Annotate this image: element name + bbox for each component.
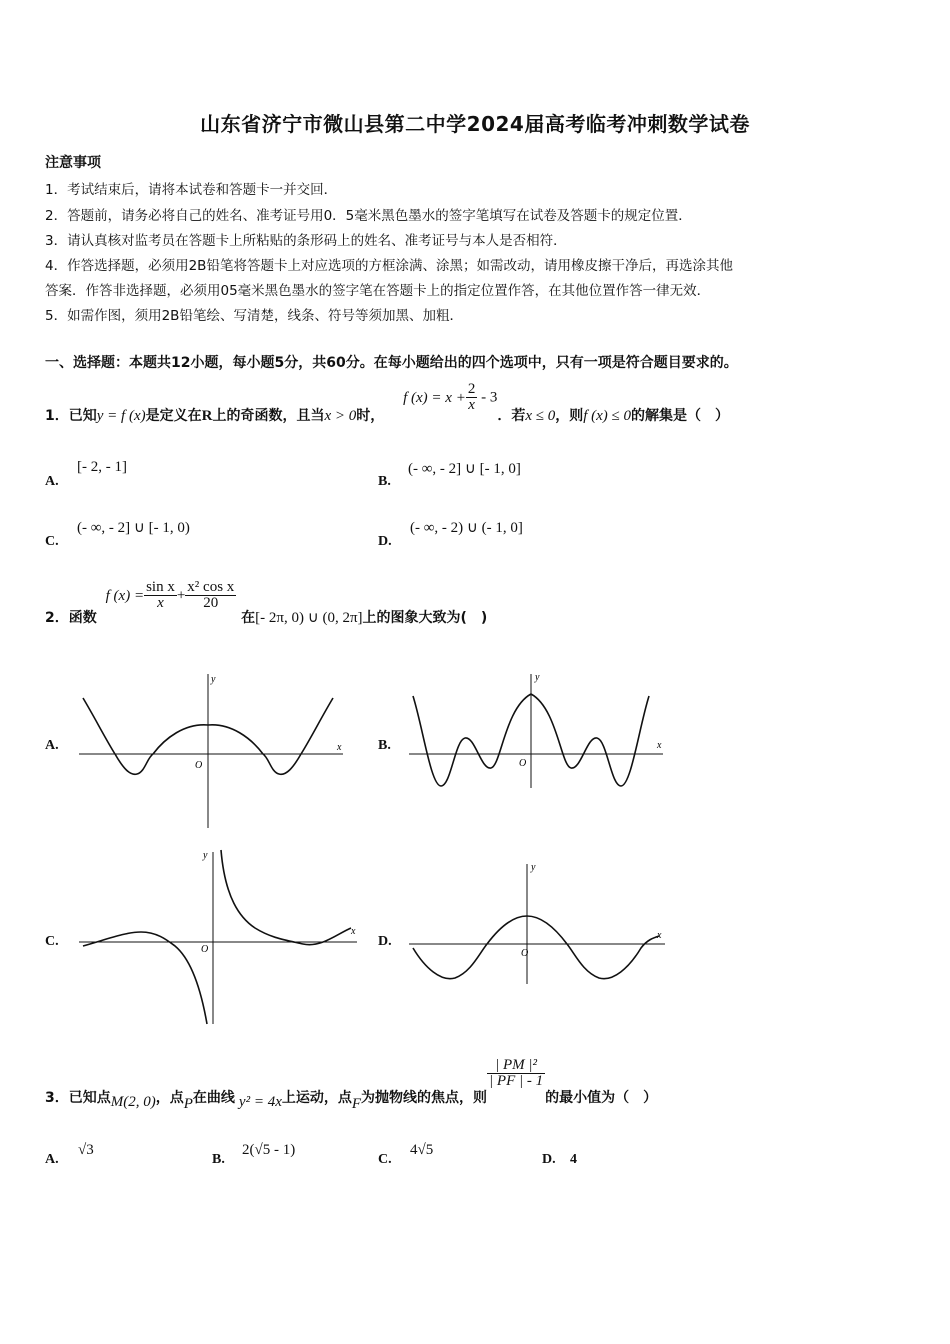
x-axis-label: x <box>337 742 342 753</box>
graph-d <box>405 858 670 988</box>
note-item: 答案．作答非选择题，必须用05毫米黑色墨水的签字笔在答题卡上的指定位置作答，在其他位置作答一律无效． <box>45 283 711 299</box>
note-item: 1．考试结束后，请将本试卷和答题卡一并交回． <box>45 182 338 198</box>
y-axis-label: y <box>531 862 536 873</box>
note-item: 2．答题前，请务必将自己的姓名、准考证号用0．5毫米黑色墨水的签字笔填写在试卷及答题卡的规定位置． <box>45 208 692 224</box>
question-3-stem: 3．已知点M(2, 0)，点P在曲线 y² = 4x上运动，点F为抛物线的焦点，则 $\frac{\text{| PM |²}}{| PF | - 1}$ 的最小值为（ ） <box>45 1057 658 1112</box>
option-label: B. <box>212 1152 225 1167</box>
option-label: C. <box>45 534 59 549</box>
page-title: 山东省济宁市微山县第二中学2024届高考临考冲刺数学试卷 <box>200 112 750 136</box>
option-label: D. <box>542 1152 556 1167</box>
fraction: $\frac{2}{x}$ <box>467 381 476 413</box>
option-value: √3 <box>78 1142 94 1158</box>
y-axis-label: y <box>203 850 208 861</box>
question-1-stem: 1．已知y = f (x)是定义在R上的奇函数，且当x > 0时， f (x) = x + $\frac{2}{x}$ - 3．若x ≤ 0，则f (x) ≤ 0的解集是（ ） <box>45 381 730 424</box>
graph-b <box>405 668 670 793</box>
graph-label-a: A. <box>45 738 59 753</box>
graph-a <box>75 668 350 833</box>
option-value: (- ∞, - 2) ∪ (- 1, 0] <box>410 520 523 536</box>
x-axis-label: x <box>657 740 662 751</box>
y-axis-label: y <box>535 672 540 683</box>
origin-label: O <box>195 760 203 771</box>
note-item: 4．作答选择题，必须用2B铅笔将答题卡上对应选项的方框涂满、涂黑；如需改动，请用橡皮擦干净后，再选涂其他 <box>45 258 733 274</box>
origin-label: O <box>201 944 209 955</box>
option-label: B. <box>378 474 391 489</box>
option-value: 4 <box>570 1152 577 1167</box>
origin-label: O <box>519 758 527 769</box>
option-value: (- ∞, - 2] ∪ [- 1, 0) <box>77 520 190 536</box>
x-axis-label: x <box>351 926 356 937</box>
origin-label: O <box>521 948 529 959</box>
fraction: $\frac{\text{x² cos x}}{20}$ <box>187 579 235 611</box>
notes-heading: 注意事项 <box>45 155 101 171</box>
curve <box>83 932 207 1024</box>
graph-label-d: D. <box>378 934 392 949</box>
note-item: 3．请认真核对监考员在答题卡上所粘贴的条形码上的姓名、准考证号与本人是否相符． <box>45 233 567 249</box>
option-value: 4√5 <box>410 1142 434 1158</box>
graph-c <box>75 848 365 1028</box>
y-axis-label: y <box>211 674 216 685</box>
section-heading: 一、选择题：本题共12小题，每小题5分，共60分。在每小题给出的四个选项中，只有一项是符合题目要求的。 <box>45 355 738 371</box>
option-value: 2(√5 - 1) <box>242 1142 296 1158</box>
question-2-stem: 2．函数 f (x) = $\frac{\text{sin x}}{x}$ + $\frac{\text{x² cos x}}{20}$ 在[- 2π, 0) ∪ (0, 2π]上的图象大致为( ) <box>45 579 488 626</box>
option-value: (- ∞, - 2] ∪ [- 1, 0] <box>408 461 521 477</box>
x-axis-label: x <box>657 930 662 941</box>
graph-label-c: C. <box>45 934 59 949</box>
fraction: $\frac{\text{| PM |²}}{| PF | - 1}$ <box>489 1057 544 1089</box>
option-label: D. <box>378 534 392 549</box>
option-value: [- 2, - 1] <box>77 459 127 475</box>
option-label: C. <box>378 1152 392 1167</box>
option-label: A. <box>45 474 59 489</box>
fraction: $\frac{\text{sin x}}{x}$ <box>146 579 175 611</box>
curve <box>413 916 659 979</box>
option-label: A. <box>45 1152 59 1167</box>
curve <box>221 850 351 945</box>
note-item: 5．如需作图，须用2B铅笔绘、写清楚，线条、符号等须加黑、加粗． <box>45 308 463 324</box>
graph-label-b: B. <box>378 738 391 753</box>
